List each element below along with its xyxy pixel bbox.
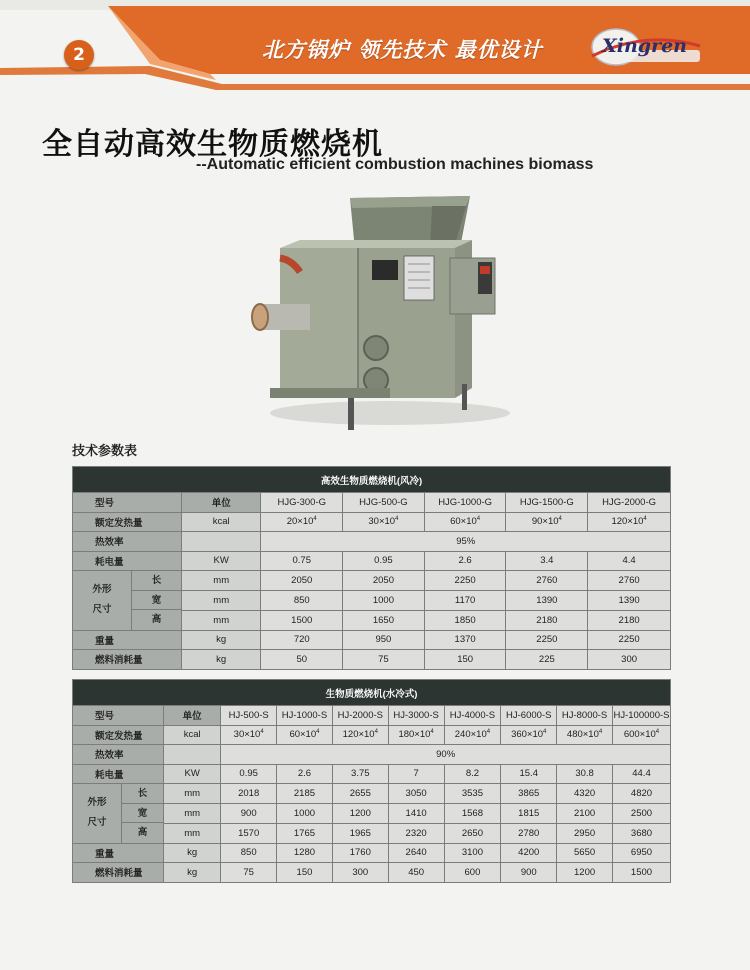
value-cell: $480\times 10^4$ [557,725,613,745]
unit-cell: kg [182,650,261,670]
value-cell: 3.75 [332,764,388,784]
unit-cell: kg [164,843,221,863]
table-row-fuel [73,650,671,670]
table-row-weight [73,843,671,863]
value-cell: 2100 [557,803,613,823]
row-label: 型号 [73,493,182,513]
dimension-group-label: 外形 尺寸 长 宽 高 [73,571,182,631]
value-cell: 2655 [332,784,388,804]
table-row-length [73,571,671,591]
unit-cell: KW [164,764,221,784]
value-cell: 300 [588,650,671,670]
value-cell: 2780 [501,823,557,843]
value-cell: 900 [501,863,557,883]
unit-cell: mm [182,610,261,630]
value-cell: 7 [388,764,444,784]
value-cell: 2760 [588,571,671,591]
value-cell: 5650 [557,843,613,863]
table-row-efficiency [73,745,671,765]
value-cell: 2500 [612,803,670,823]
value-cell: 0.75 [261,551,343,571]
value-cell: 3865 [501,784,557,804]
row-label: 燃料消耗量 [73,650,182,670]
table-row-weight [73,630,671,650]
model-cell: HJ-3000-S [388,706,444,726]
value-cell: 30.8 [557,764,613,784]
row-label: 额定发热量 [73,512,182,532]
table-row-power [73,764,671,784]
model-cell: HJG-1500-G [506,493,588,513]
value-cell: 850 [221,843,277,863]
table-row-efficiency [73,532,671,552]
value-cell: 4200 [501,843,557,863]
value-cell: 1570 [221,823,277,843]
value-cell: 300 [332,863,388,883]
value-cell: 1815 [501,803,557,823]
dimension-group-label: 外形 尺寸 长 宽 高 [73,784,164,844]
value-cell: $60\times 10^4$ [277,725,333,745]
value-cell: 2650 [444,823,501,843]
row-label: 热效率 [73,532,182,552]
value-cell: $180\times 10^4$ [388,725,444,745]
row-label: 型号 [73,706,164,726]
value-cell: 1765 [277,823,333,843]
table-row-model [73,493,671,513]
value-cell: $360\times 10^4$ [501,725,557,745]
value-cell: 3.4 [506,551,588,571]
tech-params-caption: 技术参数表 [72,444,138,459]
value-cell: 0.95 [343,551,425,571]
model-cell: HJ-1000-S [277,706,333,726]
table-caption: 高效生物质燃烧机(风冷) [73,467,671,493]
value-cell: 2950 [557,823,613,843]
value-cell: 6950 [612,843,670,863]
value-cell: 1965 [332,823,388,843]
value-cell: 4820 [612,784,670,804]
value-cell: 95% [261,532,671,552]
spec-table-water-cooled [72,679,671,883]
model-cell: HJ-6000-S [501,706,557,726]
model-cell: HJ-4000-S [444,706,501,726]
value-cell: 2250 [506,630,588,650]
unit-header: 单位 [164,706,221,726]
value-cell: $20\times 10^4$ [261,512,343,532]
value-cell: 50 [261,650,343,670]
unit-cell: KW [182,551,261,571]
table-caption: 生物质燃烧机(水冷式) [73,680,671,706]
table-row-heat-output [73,725,671,745]
value-cell: 150 [424,650,506,670]
table-row-heat-output [73,512,671,532]
value-cell: 1850 [424,610,506,630]
value-cell: 2050 [261,571,343,591]
value-cell: 2760 [506,571,588,591]
unit-cell: mm [182,590,261,610]
unit-cell [164,745,221,765]
value-cell: 850 [261,590,343,610]
value-cell: 1200 [332,803,388,823]
model-cell: HJ-2000-S [332,706,388,726]
value-cell: 2050 [343,571,425,591]
value-cell: 1568 [444,803,501,823]
value-cell: $120\times 10^4$ [588,512,671,532]
value-cell: $240\times 10^4$ [444,725,501,745]
spec-table-air-cooled [72,466,671,670]
table-row-power [73,551,671,571]
value-cell: 600 [444,863,501,883]
row-label: 耗电量 [73,551,182,571]
unit-cell: kg [182,630,261,650]
value-cell: 450 [388,863,444,883]
value-cell: 2018 [221,784,277,804]
value-cell: 2250 [424,571,506,591]
value-cell: 720 [261,630,343,650]
table-row-length [73,784,671,804]
value-cell: 75 [343,650,425,670]
value-cell: 0.95 [221,764,277,784]
value-cell: 44.4 [612,764,670,784]
unit-cell: mm [182,571,261,591]
header-slogan: 北方锅炉 领先技术 最优设计 [262,38,543,62]
value-cell: $120\times 10^4$ [332,725,388,745]
value-cell: 1650 [343,610,425,630]
value-cell: $30\times 10^4$ [343,512,425,532]
value-cell: 225 [506,650,588,670]
row-label: 重量 [73,843,164,863]
value-cell: 2250 [588,630,671,650]
value-cell: $60\times 10^4$ [424,512,506,532]
value-cell: 4320 [557,784,613,804]
page-title-chinese: 全自动高效生物质燃烧机 [42,127,383,162]
value-cell: 3100 [444,843,501,863]
value-cell: 3050 [388,784,444,804]
unit-cell [182,532,261,552]
model-cell: HJG-500-G [343,493,425,513]
unit-cell: kg [164,863,221,883]
value-cell: 900 [221,803,277,823]
value-cell: $90\times 10^4$ [506,512,588,532]
value-cell: 2.6 [424,551,506,571]
model-cell: HJG-2000-G [588,493,671,513]
value-cell: 3680 [612,823,670,843]
model-cell: HJ-8000-S [557,706,613,726]
logo-text: Xingren [602,35,687,57]
value-cell: 8.2 [444,764,501,784]
model-cell: HJG-1000-G [424,493,506,513]
burner-machine-image [240,188,510,438]
page-title-english: --Automatic efficient combustion machines biomass [196,156,594,173]
value-cell: 1370 [424,630,506,650]
value-cell: 1200 [557,863,613,883]
value-cell: 2180 [588,610,671,630]
model-cell: HJ-500-S [221,706,277,726]
value-cell: 3535 [444,784,501,804]
value-cell: 1280 [277,843,333,863]
value-cell: 1000 [277,803,333,823]
value-cell: 4.4 [588,551,671,571]
value-cell: 1760 [332,843,388,863]
value-cell: $600\times 10^4$ [612,725,670,745]
page-number-badge: 2 [64,40,94,70]
row-label: 耗电量 [73,764,164,784]
value-cell: 1390 [506,590,588,610]
value-cell: 15.4 [501,764,557,784]
row-label: 燃料消耗量 [73,863,164,883]
model-cell: HJ-100000-S [612,706,670,726]
value-cell: 1000 [343,590,425,610]
unit-cell: kcal [182,512,261,532]
table-row-model [73,706,671,726]
unit-cell: kcal [164,725,221,745]
value-cell: 2185 [277,784,333,804]
value-cell: 90% [221,745,671,765]
value-cell: 2640 [388,843,444,863]
value-cell: 1170 [424,590,506,610]
value-cell: 2.6 [277,764,333,784]
value-cell: 2180 [506,610,588,630]
value-cell: $30\times 10^4$ [221,725,277,745]
row-label: 额定发热量 [73,725,164,745]
value-cell: 950 [343,630,425,650]
value-cell: 2320 [388,823,444,843]
unit-header: 单位 [182,493,261,513]
unit-cell: mm [164,803,221,823]
unit-cell: mm [164,823,221,843]
value-cell: 1410 [388,803,444,823]
table-row-fuel [73,863,671,883]
row-label: 热效率 [73,745,164,765]
value-cell: 1390 [588,590,671,610]
value-cell: 1500 [612,863,670,883]
row-label: 重量 [73,630,182,650]
value-cell: 1500 [261,610,343,630]
value-cell: 75 [221,863,277,883]
unit-cell: mm [164,784,221,804]
model-cell: HJG-300-G [261,493,343,513]
value-cell: 150 [277,863,333,883]
